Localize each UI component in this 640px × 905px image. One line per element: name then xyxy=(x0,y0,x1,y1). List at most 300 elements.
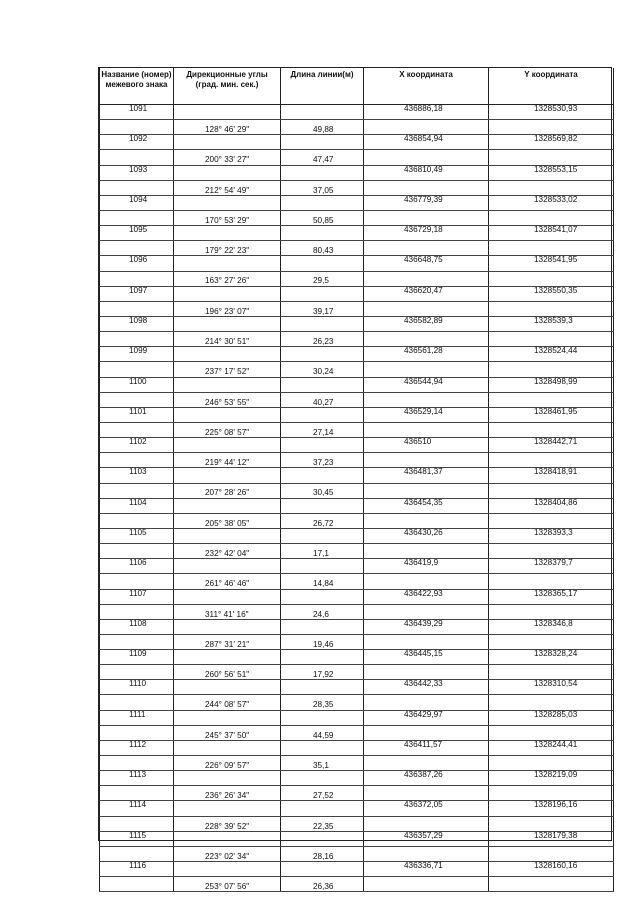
empty-cell xyxy=(489,604,614,619)
x-coordinate: 436411,57 xyxy=(364,740,489,755)
empty-cell xyxy=(174,771,281,786)
empty-cell xyxy=(489,665,614,680)
y-coordinate: 1328539,3 xyxy=(489,316,614,331)
point-name: 1116 xyxy=(100,862,174,877)
line-length: 80,43 xyxy=(281,241,364,256)
empty-cell xyxy=(100,756,174,771)
y-coordinate: 1328379,7 xyxy=(489,559,614,574)
empty-cell xyxy=(489,725,614,740)
empty-cell xyxy=(281,316,364,331)
point-row xyxy=(100,347,614,362)
empty-cell xyxy=(281,498,364,513)
empty-cell xyxy=(100,483,174,498)
segment-row xyxy=(100,453,614,468)
empty-cell xyxy=(364,756,489,771)
x-coordinate: 436422,93 xyxy=(364,589,489,604)
segment-row xyxy=(100,150,614,165)
point-name: 1101 xyxy=(100,407,174,422)
empty-cell xyxy=(174,438,281,453)
segment-row xyxy=(100,180,614,195)
empty-cell xyxy=(100,846,174,861)
segment-row xyxy=(100,756,614,771)
direction-angle: 261° 46' 46" xyxy=(174,574,281,589)
empty-cell xyxy=(100,392,174,407)
point-row xyxy=(100,316,614,331)
point-name: 1091 xyxy=(100,105,174,120)
point-row xyxy=(100,710,614,725)
empty-cell xyxy=(100,725,174,740)
empty-cell xyxy=(174,377,281,392)
empty-cell xyxy=(489,544,614,559)
segment-row xyxy=(100,544,614,559)
x-coordinate: 436854,94 xyxy=(364,135,489,150)
point-name: 1112 xyxy=(100,740,174,755)
empty-cell xyxy=(489,816,614,831)
empty-cell xyxy=(364,362,489,377)
segment-row xyxy=(100,332,614,347)
empty-cell xyxy=(174,135,281,150)
empty-cell xyxy=(489,846,614,861)
point-row xyxy=(100,771,614,786)
segment-row xyxy=(100,574,614,589)
empty-cell xyxy=(100,301,174,316)
point-name: 1100 xyxy=(100,377,174,392)
direction-angle: 287° 31' 21" xyxy=(174,634,281,649)
empty-cell xyxy=(281,680,364,695)
empty-cell xyxy=(100,271,174,286)
empty-cell xyxy=(174,801,281,816)
y-coordinate: 1328553,15 xyxy=(489,165,614,180)
point-row xyxy=(100,528,614,543)
x-coordinate: 436886,18 xyxy=(364,105,489,120)
empty-cell xyxy=(364,332,489,347)
line-length: 47,47 xyxy=(281,150,364,165)
empty-cell xyxy=(281,195,364,210)
point-row xyxy=(100,801,614,816)
direction-angle: 232° 42' 04" xyxy=(174,544,281,559)
empty-cell xyxy=(364,634,489,649)
segment-row xyxy=(100,392,614,407)
y-coordinate: 1328285,03 xyxy=(489,710,614,725)
empty-cell xyxy=(281,559,364,574)
x-coordinate: 436648,75 xyxy=(364,256,489,271)
direction-angle: 179° 22' 23" xyxy=(174,241,281,256)
segment-row xyxy=(100,604,614,619)
x-coordinate: 436529,14 xyxy=(364,407,489,422)
table-header-row xyxy=(100,68,614,105)
line-length: 49,88 xyxy=(281,120,364,135)
direction-angle: 214° 30' 51" xyxy=(174,332,281,347)
direction-angle: 245° 37' 50" xyxy=(174,725,281,740)
x-coordinate: 436544,94 xyxy=(364,377,489,392)
y-coordinate: 1328196,16 xyxy=(489,801,614,816)
empty-cell xyxy=(174,862,281,877)
segment-row xyxy=(100,634,614,649)
empty-cell xyxy=(281,650,364,665)
direction-angle: 196° 23' 07" xyxy=(174,301,281,316)
empty-cell xyxy=(489,180,614,195)
empty-cell xyxy=(174,710,281,725)
empty-cell xyxy=(174,498,281,513)
empty-cell xyxy=(100,695,174,710)
segment-row xyxy=(100,725,614,740)
empty-cell xyxy=(489,483,614,498)
y-coordinate: 1328179,38 xyxy=(489,831,614,846)
point-row xyxy=(100,256,614,271)
empty-cell xyxy=(364,180,489,195)
empty-cell xyxy=(489,756,614,771)
empty-cell xyxy=(364,150,489,165)
y-coordinate: 1328160,16 xyxy=(489,862,614,877)
empty-cell xyxy=(364,786,489,801)
empty-cell xyxy=(364,453,489,468)
empty-cell xyxy=(281,135,364,150)
empty-cell xyxy=(489,574,614,589)
empty-cell xyxy=(100,453,174,468)
empty-cell xyxy=(281,256,364,271)
point-name: 1099 xyxy=(100,347,174,362)
direction-angle: 225° 08' 57" xyxy=(174,422,281,437)
line-length: 28,16 xyxy=(281,846,364,861)
y-coordinate: 1328244,41 xyxy=(489,740,614,755)
x-coordinate: 436510 xyxy=(364,438,489,453)
line-length: 44,59 xyxy=(281,725,364,740)
y-coordinate: 1328530,93 xyxy=(489,105,614,120)
empty-cell xyxy=(489,422,614,437)
x-coordinate: 436387,26 xyxy=(364,771,489,786)
segment-row xyxy=(100,301,614,316)
empty-cell xyxy=(364,241,489,256)
x-coordinate: 436430,26 xyxy=(364,528,489,543)
empty-cell xyxy=(174,831,281,846)
empty-cell xyxy=(281,407,364,422)
direction-angle: 311° 41' 16" xyxy=(174,604,281,619)
boundary-coordinates-table xyxy=(98,67,612,892)
empty-cell xyxy=(100,816,174,831)
segment-row xyxy=(100,483,614,498)
y-coordinate: 1328310,54 xyxy=(489,680,614,695)
empty-cell xyxy=(174,740,281,755)
empty-cell xyxy=(489,210,614,225)
point-name: 1104 xyxy=(100,498,174,513)
direction-angle: 163° 27' 26" xyxy=(174,271,281,286)
point-name: 1109 xyxy=(100,650,174,665)
point-name: 1114 xyxy=(100,801,174,816)
empty-cell xyxy=(281,468,364,483)
x-coordinate: 436357,29 xyxy=(364,831,489,846)
empty-cell xyxy=(174,528,281,543)
empty-cell xyxy=(174,559,281,574)
empty-cell xyxy=(489,453,614,468)
x-coordinate: 436561,28 xyxy=(364,347,489,362)
empty-cell xyxy=(489,301,614,316)
empty-cell xyxy=(281,771,364,786)
point-row xyxy=(100,195,614,210)
line-length: 22,35 xyxy=(281,816,364,831)
empty-cell xyxy=(281,831,364,846)
y-coordinate: 1328461,95 xyxy=(489,407,614,422)
empty-cell xyxy=(364,604,489,619)
segment-row xyxy=(100,816,614,831)
x-coordinate: 436810,49 xyxy=(364,165,489,180)
empty-cell xyxy=(489,786,614,801)
point-row xyxy=(100,226,614,241)
y-coordinate: 1328219,09 xyxy=(489,771,614,786)
table-body xyxy=(100,105,614,892)
line-length: 35,1 xyxy=(281,756,364,771)
line-length: 14,84 xyxy=(281,574,364,589)
point-name: 1106 xyxy=(100,559,174,574)
header-x: X координата xyxy=(364,68,489,105)
direction-angle: 236° 26' 34" xyxy=(174,786,281,801)
empty-cell xyxy=(100,877,174,892)
header-length: Длина линии(м) xyxy=(281,68,364,105)
line-length: 17,92 xyxy=(281,665,364,680)
empty-cell xyxy=(174,589,281,604)
x-coordinate: 436620,47 xyxy=(364,286,489,301)
empty-cell xyxy=(100,513,174,528)
line-length: 30,45 xyxy=(281,483,364,498)
point-name: 1095 xyxy=(100,226,174,241)
y-coordinate: 1328524,44 xyxy=(489,347,614,362)
empty-cell xyxy=(174,619,281,634)
x-coordinate: 436445,15 xyxy=(364,650,489,665)
x-coordinate: 436481,37 xyxy=(364,468,489,483)
empty-cell xyxy=(100,634,174,649)
empty-cell xyxy=(364,725,489,740)
point-name: 1103 xyxy=(100,468,174,483)
y-coordinate: 1328393,3 xyxy=(489,528,614,543)
empty-cell xyxy=(364,422,489,437)
empty-cell xyxy=(281,165,364,180)
empty-cell xyxy=(489,513,614,528)
y-coordinate: 1328328,24 xyxy=(489,650,614,665)
line-length: 26,72 xyxy=(281,513,364,528)
line-length: 26,23 xyxy=(281,332,364,347)
line-length: 17,1 xyxy=(281,544,364,559)
empty-cell xyxy=(364,695,489,710)
segment-row xyxy=(100,877,614,892)
empty-cell xyxy=(100,422,174,437)
point-row xyxy=(100,377,614,392)
empty-cell xyxy=(100,210,174,225)
empty-cell xyxy=(281,377,364,392)
y-coordinate: 1328404,86 xyxy=(489,498,614,513)
empty-cell xyxy=(281,619,364,634)
direction-angle: 244° 08' 57" xyxy=(174,695,281,710)
header-angles: Дирекционные углы (град. мин. сек.) xyxy=(174,68,281,105)
point-name: 1102 xyxy=(100,438,174,453)
empty-cell xyxy=(281,740,364,755)
point-row xyxy=(100,105,614,120)
line-length: 30,24 xyxy=(281,362,364,377)
direction-angle: 237° 17' 52" xyxy=(174,362,281,377)
segment-row xyxy=(100,120,614,135)
empty-cell xyxy=(100,332,174,347)
point-row xyxy=(100,135,614,150)
empty-cell xyxy=(489,634,614,649)
y-coordinate: 1328569,82 xyxy=(489,135,614,150)
point-row xyxy=(100,589,614,604)
point-row xyxy=(100,862,614,877)
empty-cell xyxy=(489,362,614,377)
empty-cell xyxy=(364,665,489,680)
line-length: 24,6 xyxy=(281,604,364,619)
y-coordinate: 1328346,8 xyxy=(489,619,614,634)
empty-cell xyxy=(489,241,614,256)
line-length: 26,36 xyxy=(281,877,364,892)
segment-row xyxy=(100,210,614,225)
direction-angle: 226° 09' 57" xyxy=(174,756,281,771)
empty-cell xyxy=(281,801,364,816)
empty-cell xyxy=(100,786,174,801)
empty-cell xyxy=(281,438,364,453)
line-length: 37,05 xyxy=(281,180,364,195)
empty-cell xyxy=(364,301,489,316)
segment-row xyxy=(100,695,614,710)
y-coordinate: 1328365,17 xyxy=(489,589,614,604)
point-name: 1111 xyxy=(100,710,174,725)
segment-row xyxy=(100,665,614,680)
y-coordinate: 1328498,99 xyxy=(489,377,614,392)
point-row xyxy=(100,438,614,453)
direction-angle: 170° 53' 29" xyxy=(174,210,281,225)
point-row xyxy=(100,165,614,180)
empty-cell xyxy=(489,332,614,347)
point-name: 1097 xyxy=(100,286,174,301)
empty-cell xyxy=(174,286,281,301)
empty-cell xyxy=(364,816,489,831)
point-row xyxy=(100,740,614,755)
empty-cell xyxy=(174,226,281,241)
empty-cell xyxy=(364,120,489,135)
y-coordinate: 1328550,35 xyxy=(489,286,614,301)
point-row xyxy=(100,650,614,665)
point-name: 1093 xyxy=(100,165,174,180)
point-row xyxy=(100,286,614,301)
empty-cell xyxy=(281,862,364,877)
line-length: 37,23 xyxy=(281,453,364,468)
empty-cell xyxy=(100,150,174,165)
y-coordinate: 1328541,95 xyxy=(489,256,614,271)
header-y: Y координата xyxy=(489,68,614,105)
empty-cell xyxy=(281,105,364,120)
empty-cell xyxy=(100,665,174,680)
empty-cell xyxy=(281,347,364,362)
direction-angle: 223° 02' 34" xyxy=(174,846,281,861)
empty-cell xyxy=(364,846,489,861)
empty-cell xyxy=(281,710,364,725)
line-length: 19,46 xyxy=(281,634,364,649)
x-coordinate: 436729,18 xyxy=(364,226,489,241)
line-length: 50,85 xyxy=(281,210,364,225)
point-name: 1110 xyxy=(100,680,174,695)
empty-cell xyxy=(174,650,281,665)
empty-cell xyxy=(364,544,489,559)
empty-cell xyxy=(364,483,489,498)
empty-cell xyxy=(489,271,614,286)
empty-cell xyxy=(174,407,281,422)
empty-cell xyxy=(364,574,489,589)
point-name: 1108 xyxy=(100,619,174,634)
empty-cell xyxy=(100,180,174,195)
point-name: 1115 xyxy=(100,831,174,846)
empty-cell xyxy=(281,286,364,301)
point-name: 1096 xyxy=(100,256,174,271)
empty-cell xyxy=(100,241,174,256)
point-name: 1113 xyxy=(100,771,174,786)
point-name: 1098 xyxy=(100,316,174,331)
x-coordinate: 436429,97 xyxy=(364,710,489,725)
x-coordinate: 436439,29 xyxy=(364,619,489,634)
empty-cell xyxy=(174,256,281,271)
empty-cell xyxy=(489,150,614,165)
direction-angle: 205° 38' 05" xyxy=(174,513,281,528)
direction-angle: 212° 54' 49" xyxy=(174,180,281,195)
direction-angle: 128° 46' 29" xyxy=(174,120,281,135)
empty-cell xyxy=(100,574,174,589)
empty-cell xyxy=(174,316,281,331)
x-coordinate: 436779,39 xyxy=(364,195,489,210)
empty-cell xyxy=(174,165,281,180)
direction-angle: 207° 28' 26" xyxy=(174,483,281,498)
line-length: 29,5 xyxy=(281,271,364,286)
direction-angle: 253° 07' 56" xyxy=(174,877,281,892)
x-coordinate: 436582,89 xyxy=(364,316,489,331)
point-row xyxy=(100,407,614,422)
segment-row xyxy=(100,846,614,861)
point-name: 1105 xyxy=(100,528,174,543)
point-name: 1092 xyxy=(100,135,174,150)
point-row xyxy=(100,619,614,634)
segment-row xyxy=(100,513,614,528)
empty-cell xyxy=(100,544,174,559)
empty-cell xyxy=(281,589,364,604)
point-row xyxy=(100,498,614,513)
empty-cell xyxy=(100,604,174,619)
segment-row xyxy=(100,362,614,377)
direction-angle: 228° 39' 52" xyxy=(174,816,281,831)
direction-angle: 200° 33' 27" xyxy=(174,150,281,165)
empty-cell xyxy=(174,105,281,120)
point-row xyxy=(100,559,614,574)
segment-row xyxy=(100,271,614,286)
empty-cell xyxy=(100,362,174,377)
header-name: Название (номер) межевого знака xyxy=(100,68,174,105)
empty-cell xyxy=(489,120,614,135)
empty-cell xyxy=(281,528,364,543)
empty-cell xyxy=(489,877,614,892)
point-name: 1094 xyxy=(100,195,174,210)
empty-cell xyxy=(489,695,614,710)
empty-cell xyxy=(364,210,489,225)
empty-cell xyxy=(174,347,281,362)
segment-row xyxy=(100,422,614,437)
y-coordinate: 1328442,71 xyxy=(489,438,614,453)
empty-cell xyxy=(364,392,489,407)
empty-cell xyxy=(364,513,489,528)
empty-cell xyxy=(281,226,364,241)
direction-angle: 219° 44' 12" xyxy=(174,453,281,468)
x-coordinate: 436442,33 xyxy=(364,680,489,695)
y-coordinate: 1328533,02 xyxy=(489,195,614,210)
empty-cell xyxy=(174,680,281,695)
empty-cell xyxy=(100,120,174,135)
point-name: 1107 xyxy=(100,589,174,604)
y-coordinate: 1328541,07 xyxy=(489,226,614,241)
empty-cell xyxy=(489,392,614,407)
y-coordinate: 1328418,91 xyxy=(489,468,614,483)
